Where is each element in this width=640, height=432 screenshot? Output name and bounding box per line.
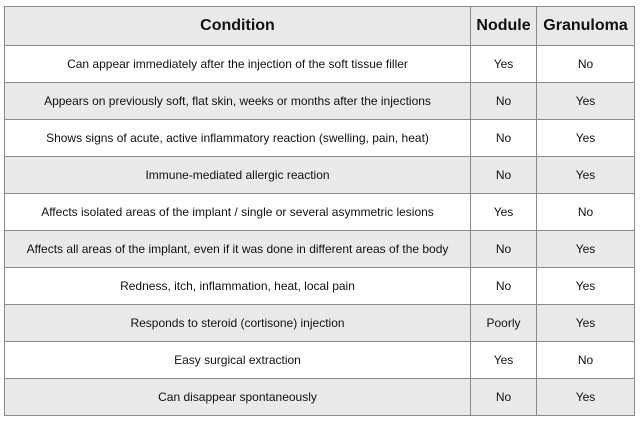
granuloma-cell: Yes (537, 231, 635, 268)
table-row (5, 83, 635, 120)
granuloma-cell: Yes (537, 305, 635, 342)
condition-cell: Can disappear spontaneously (5, 379, 471, 416)
nodule-cell: Poorly (471, 305, 537, 342)
condition-cell: Can appear immediately after the injection of the soft tissue filler (5, 46, 471, 83)
nodule-cell: No (471, 268, 537, 305)
condition-cell: Appears on previously soft, flat skin, weeks or months after the injections (5, 83, 471, 120)
nodule-cell: Yes (471, 46, 537, 83)
nodule-granuloma-comparison-table (4, 6, 635, 416)
header-granuloma: Granuloma (537, 7, 635, 46)
condition-cell: Easy surgical extraction (5, 342, 471, 379)
granuloma-cell: Yes (537, 120, 635, 157)
condition-cell: Responds to steroid (cortisone) injection (5, 305, 471, 342)
nodule-cell: Yes (471, 342, 537, 379)
granuloma-cell: No (537, 46, 635, 83)
nodule-cell: No (471, 231, 537, 268)
granuloma-cell: Yes (537, 268, 635, 305)
table-row (5, 342, 635, 379)
condition-cell: Shows signs of acute, active inflammatory reaction (swelling, pain, heat) (5, 120, 471, 157)
nodule-cell: Yes (471, 194, 537, 231)
nodule-cell: No (471, 157, 537, 194)
nodule-cell: No (471, 83, 537, 120)
granuloma-cell: Yes (537, 157, 635, 194)
granuloma-cell: No (537, 342, 635, 379)
table-row (5, 157, 635, 194)
header-condition: Condition (5, 7, 471, 46)
table-row (5, 231, 635, 268)
table-row (5, 194, 635, 231)
table-row (5, 268, 635, 305)
nodule-cell: No (471, 379, 537, 416)
table-row (5, 379, 635, 416)
condition-cell: Affects all areas of the implant, even if it was done in different areas of the body (5, 231, 471, 268)
table-row (5, 46, 635, 83)
table-row (5, 305, 635, 342)
condition-cell: Affects isolated areas of the implant / single or several asymmetric lesions (5, 194, 471, 231)
table-header-row (5, 7, 635, 46)
granuloma-cell: Yes (537, 379, 635, 416)
header-nodule: Nodule (471, 7, 537, 46)
granuloma-cell: No (537, 194, 635, 231)
condition-cell: Redness, itch, inflammation, heat, local pain (5, 268, 471, 305)
comparison-table-container (4, 6, 634, 416)
table-row (5, 120, 635, 157)
nodule-cell: No (471, 120, 537, 157)
granuloma-cell: Yes (537, 83, 635, 120)
condition-cell: Immune-mediated allergic reaction (5, 157, 471, 194)
